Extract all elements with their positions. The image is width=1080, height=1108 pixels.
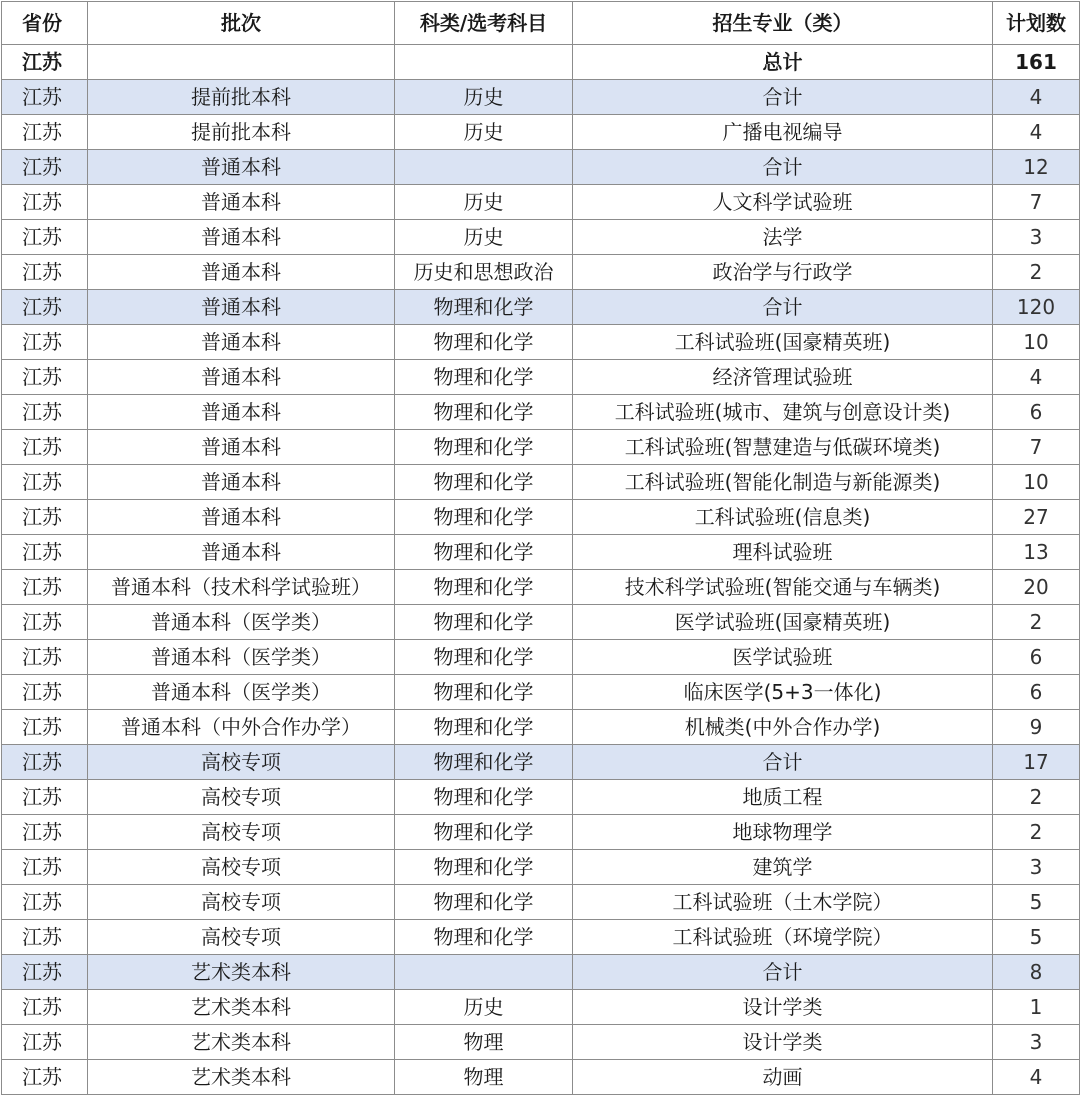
cell-province: 江苏	[2, 115, 88, 150]
table-row	[2, 395, 1080, 430]
cell-province: 江苏	[2, 710, 88, 745]
table-row	[2, 850, 1080, 885]
cell-count: 3	[993, 850, 1080, 885]
cell-subject: 历史	[395, 990, 573, 1025]
cell-province: 江苏	[2, 780, 88, 815]
cell-subject: 物理和化学	[395, 815, 573, 850]
cell-province: 江苏	[2, 955, 88, 990]
cell-subject: 物理和化学	[395, 570, 573, 605]
cell-batch: 普通本科	[88, 430, 395, 465]
cell-count: 2	[993, 780, 1080, 815]
cell-batch: 普通本科（技术科学试验班）	[88, 570, 395, 605]
cell-subject: 物理和化学	[395, 430, 573, 465]
cell-count: 17	[993, 745, 1080, 780]
table-header-row	[2, 2, 1080, 45]
cell-batch: 普通本科	[88, 150, 395, 185]
cell-major: 建筑学	[573, 850, 993, 885]
cell-major: 经济管理试验班	[573, 360, 993, 395]
cell-batch: 普通本科	[88, 465, 395, 500]
cell-batch: 艺术类本科	[88, 1025, 395, 1060]
table-row	[2, 605, 1080, 640]
cell-province: 江苏	[2, 535, 88, 570]
cell-batch: 艺术类本科	[88, 990, 395, 1025]
header-province: 省份	[2, 2, 88, 45]
cell-province: 江苏	[2, 325, 88, 360]
cell-major: 医学试验班(国豪精英班)	[573, 605, 993, 640]
cell-batch: 高校专项	[88, 920, 395, 955]
cell-batch: 艺术类本科	[88, 1060, 395, 1095]
cell-count: 2	[993, 605, 1080, 640]
table-row	[2, 780, 1080, 815]
header-subject: 科类/选考科目	[395, 2, 573, 45]
cell-count: 13	[993, 535, 1080, 570]
cell-count: 4	[993, 1060, 1080, 1095]
cell-batch: 普通本科（医学类）	[88, 640, 395, 675]
cell-batch: 普通本科	[88, 395, 395, 430]
cell-province: 江苏	[2, 815, 88, 850]
cell-subject: 物理和化学	[395, 745, 573, 780]
cell-subject	[395, 150, 573, 185]
table-row	[2, 220, 1080, 255]
grand-total-subject	[395, 45, 573, 80]
cell-count: 1	[993, 990, 1080, 1025]
cell-province: 江苏	[2, 605, 88, 640]
cell-batch: 提前批本科	[88, 115, 395, 150]
table-row	[2, 535, 1080, 570]
cell-subject: 物理和化学	[395, 290, 573, 325]
cell-major: 广播电视编导	[573, 115, 993, 150]
cell-major: 工科试验班(智能化制造与新能源类)	[573, 465, 993, 500]
cell-count: 10	[993, 325, 1080, 360]
subtotal-row	[2, 955, 1080, 990]
cell-batch: 普通本科	[88, 290, 395, 325]
cell-province: 江苏	[2, 255, 88, 290]
grand-total-row	[2, 45, 1080, 80]
cell-count: 4	[993, 115, 1080, 150]
cell-major: 合计	[573, 290, 993, 325]
cell-major: 工科试验班（环境学院）	[573, 920, 993, 955]
cell-major: 合计	[573, 80, 993, 115]
cell-province: 江苏	[2, 290, 88, 325]
header-count: 计划数	[993, 2, 1080, 45]
subtotal-row	[2, 150, 1080, 185]
cell-subject: 物理和化学	[395, 605, 573, 640]
cell-subject: 历史	[395, 185, 573, 220]
cell-major: 理科试验班	[573, 535, 993, 570]
table-row	[2, 675, 1080, 710]
table-row	[2, 1060, 1080, 1095]
table-row	[2, 115, 1080, 150]
cell-major: 工科试验班(信息类)	[573, 500, 993, 535]
table-row	[2, 920, 1080, 955]
cell-major: 工科试验班(国豪精英班)	[573, 325, 993, 360]
cell-count: 27	[993, 500, 1080, 535]
cell-major: 技术科学试验班(智能交通与车辆类)	[573, 570, 993, 605]
cell-province: 江苏	[2, 1025, 88, 1060]
cell-province: 江苏	[2, 500, 88, 535]
cell-count: 8	[993, 955, 1080, 990]
cell-batch: 普通本科	[88, 535, 395, 570]
cell-province: 江苏	[2, 360, 88, 395]
cell-province: 江苏	[2, 850, 88, 885]
cell-batch: 高校专项	[88, 850, 395, 885]
cell-subject	[395, 955, 573, 990]
table-row	[2, 710, 1080, 745]
grand-total-batch	[88, 45, 395, 80]
cell-province: 江苏	[2, 1060, 88, 1095]
table-row	[2, 430, 1080, 465]
cell-subject: 物理	[395, 1060, 573, 1095]
cell-major: 合计	[573, 955, 993, 990]
cell-count: 4	[993, 80, 1080, 115]
grand-total-count: 161	[993, 45, 1080, 80]
cell-subject: 物理和化学	[395, 325, 573, 360]
cell-count: 12	[993, 150, 1080, 185]
table-row	[2, 815, 1080, 850]
table-row	[2, 500, 1080, 535]
cell-count: 9	[993, 710, 1080, 745]
cell-count: 2	[993, 815, 1080, 850]
grand-total-province: 江苏	[2, 45, 88, 80]
cell-count: 5	[993, 920, 1080, 955]
cell-count: 4	[993, 360, 1080, 395]
cell-province: 江苏	[2, 990, 88, 1025]
cell-province: 江苏	[2, 220, 88, 255]
cell-major: 工科试验班（土木学院）	[573, 885, 993, 920]
cell-province: 江苏	[2, 745, 88, 780]
table-row	[2, 325, 1080, 360]
table-row	[2, 185, 1080, 220]
cell-count: 6	[993, 640, 1080, 675]
table-row	[2, 570, 1080, 605]
subtotal-row	[2, 80, 1080, 115]
table-row	[2, 640, 1080, 675]
cell-subject: 物理和化学	[395, 360, 573, 395]
cell-subject: 物理和化学	[395, 850, 573, 885]
cell-count: 10	[993, 465, 1080, 500]
cell-province: 江苏	[2, 570, 88, 605]
cell-count: 3	[993, 1025, 1080, 1060]
cell-subject: 历史	[395, 115, 573, 150]
cell-subject: 物理和化学	[395, 710, 573, 745]
cell-major: 机械类(中外合作办学)	[573, 710, 993, 745]
table-row	[2, 255, 1080, 290]
cell-subject: 物理和化学	[395, 640, 573, 675]
cell-subject: 物理和化学	[395, 535, 573, 570]
cell-batch: 高校专项	[88, 815, 395, 850]
cell-count: 20	[993, 570, 1080, 605]
cell-major: 工科试验班(城市、建筑与创意设计类)	[573, 395, 993, 430]
cell-subject: 物理和化学	[395, 465, 573, 500]
cell-province: 江苏	[2, 675, 88, 710]
cell-subject: 物理和化学	[395, 920, 573, 955]
cell-major: 动画	[573, 1060, 993, 1095]
cell-province: 江苏	[2, 80, 88, 115]
subtotal-row	[2, 745, 1080, 780]
cell-subject: 历史	[395, 220, 573, 255]
cell-subject: 物理和化学	[395, 780, 573, 815]
cell-major: 临床医学(5+3一体化)	[573, 675, 993, 710]
cell-count: 3	[993, 220, 1080, 255]
cell-province: 江苏	[2, 395, 88, 430]
cell-major: 设计学类	[573, 990, 993, 1025]
cell-major: 政治学与行政学	[573, 255, 993, 290]
table-row	[2, 360, 1080, 395]
cell-batch: 普通本科（中外合作办学）	[88, 710, 395, 745]
cell-batch: 普通本科	[88, 185, 395, 220]
cell-count: 6	[993, 675, 1080, 710]
cell-major: 设计学类	[573, 1025, 993, 1060]
cell-province: 江苏	[2, 150, 88, 185]
cell-batch: 普通本科（医学类）	[88, 675, 395, 710]
cell-batch: 普通本科	[88, 255, 395, 290]
grand-total-label: 总计	[573, 45, 993, 80]
cell-count: 2	[993, 255, 1080, 290]
cell-subject: 物理和化学	[395, 885, 573, 920]
cell-batch: 普通本科（医学类）	[88, 605, 395, 640]
header-batch: 批次	[88, 2, 395, 45]
cell-major: 工科试验班(智慧建造与低碳环境类)	[573, 430, 993, 465]
cell-subject: 物理	[395, 1025, 573, 1060]
cell-major: 地质工程	[573, 780, 993, 815]
cell-province: 江苏	[2, 185, 88, 220]
cell-province: 江苏	[2, 465, 88, 500]
cell-major: 医学试验班	[573, 640, 993, 675]
cell-subject: 历史	[395, 80, 573, 115]
cell-batch: 普通本科	[88, 220, 395, 255]
cell-major: 合计	[573, 150, 993, 185]
cell-batch: 高校专项	[88, 745, 395, 780]
table-body	[2, 45, 1080, 1095]
cell-batch: 普通本科	[88, 360, 395, 395]
cell-province: 江苏	[2, 920, 88, 955]
cell-batch: 提前批本科	[88, 80, 395, 115]
table-row	[2, 885, 1080, 920]
cell-count: 7	[993, 185, 1080, 220]
cell-province: 江苏	[2, 885, 88, 920]
cell-subject: 物理和化学	[395, 675, 573, 710]
cell-major: 合计	[573, 745, 993, 780]
cell-count: 7	[993, 430, 1080, 465]
table-row	[2, 465, 1080, 500]
cell-subject: 物理和化学	[395, 395, 573, 430]
enrollment-plan-table	[1, 1, 1080, 1095]
cell-batch: 普通本科	[88, 500, 395, 535]
cell-count: 6	[993, 395, 1080, 430]
cell-major: 法学	[573, 220, 993, 255]
cell-batch: 艺术类本科	[88, 955, 395, 990]
cell-batch: 普通本科	[88, 325, 395, 360]
cell-batch: 高校专项	[88, 780, 395, 815]
cell-batch: 高校专项	[88, 885, 395, 920]
cell-subject: 历史和思想政治	[395, 255, 573, 290]
subtotal-row	[2, 290, 1080, 325]
cell-count: 5	[993, 885, 1080, 920]
cell-province: 江苏	[2, 430, 88, 465]
cell-province: 江苏	[2, 640, 88, 675]
cell-count: 120	[993, 290, 1080, 325]
cell-subject: 物理和化学	[395, 500, 573, 535]
cell-major: 人文科学试验班	[573, 185, 993, 220]
header-major: 招生专业（类）	[573, 2, 993, 45]
table-row	[2, 990, 1080, 1025]
cell-major: 地球物理学	[573, 815, 993, 850]
table-row	[2, 1025, 1080, 1060]
